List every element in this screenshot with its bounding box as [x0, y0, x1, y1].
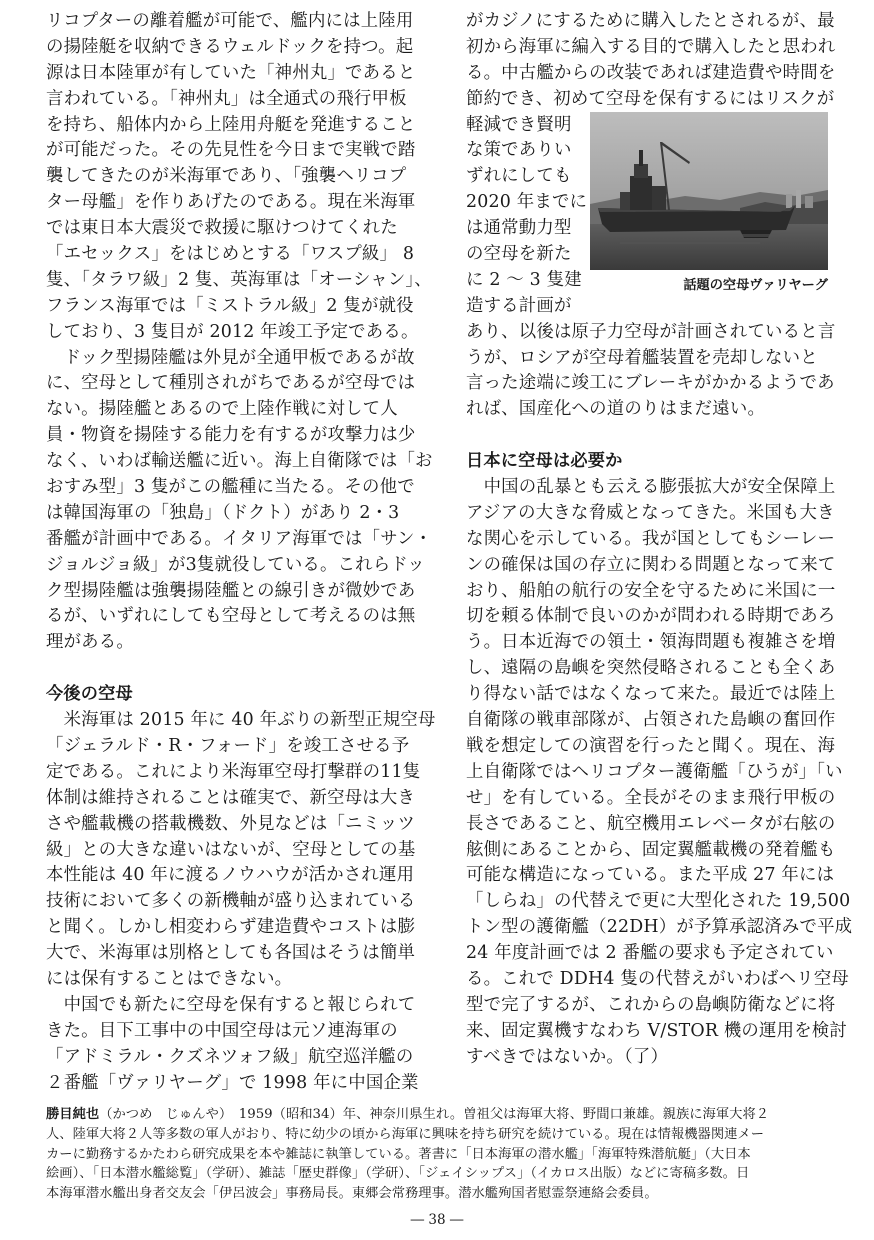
text-line: 隻、「タラワ級」2 隻、英海軍は「オーシャン」、 [46, 269, 432, 290]
text-line: ンの確保は国の存立に関わる問題となって来て [466, 554, 836, 575]
text-line: アジアの大きな脅威となってきた。米国も大き [466, 502, 835, 523]
text-line: 軽減でき賢明 [466, 114, 572, 135]
text-line: 源は日本陸軍が有していた「神州丸」であると [46, 62, 416, 83]
text-line: 番艦が計画中である。イタリア海軍では「サン・ [46, 528, 433, 549]
text-line: フランス海軍では「ミストラル級」2 隻が就役 [46, 295, 414, 316]
text-line: 理がある。 [46, 632, 134, 653]
text-line: は通常動力型 [466, 218, 572, 239]
bio-line: 本海軍潜水艦出身者交友会「伊呂波会」事務局長。東郷会常務理事。潜水艦殉国者慰霊祭連絡会委員。 [46, 1186, 658, 1202]
text-line: ジョルジョ級」が3隻就役している。これらドッ [46, 554, 425, 575]
photo-caption: 話題の空母ヴァリヤーグ [683, 278, 828, 293]
text-line: がカジノにするために購入したとされるが、最 [466, 11, 835, 31]
aircraft-carrier-photo [590, 112, 828, 270]
bio-text: （かつめ じゅんや） 1959（昭和34）年、神奈川県生れ。曽祖父は海軍大将、野間口兼雄。親族に海軍大将２ [99, 1107, 770, 1122]
text-line: る。中古艦からの改装であれば建造費や時間を [466, 62, 836, 83]
text-line: 「ジェラルド・R・フォード」を竣工させる予 [46, 735, 410, 756]
text-line: 中国の乱暴とも云える膨張拡大が安全保障上 [466, 477, 836, 498]
text-line: う。日本近海での領土・領海問題も複雑さを増 [466, 632, 836, 653]
text-line: 長さであること、航空機用エレベータが右舷の [466, 813, 836, 834]
text-line: 襲してきたのが米海軍であり、「強襲ヘリコプ [46, 166, 407, 187]
text-line: あり、以後は原子力空母が計画されていると言 [466, 321, 836, 342]
text-line: 自衛隊の戦車部隊が、占領された島嶼の奮回作 [466, 710, 836, 731]
text-line: 大で、米海軍は別格としても各国はそうは簡単 [46, 943, 416, 964]
text-line: 舷側にあることから、固定翼艦載機の発着艦も [466, 839, 836, 860]
text-line: 24 年度計画では 2 番艦の要求も予定されてい [466, 943, 834, 964]
text-line: ２番艦「ヴァリヤーグ」で 1998 年に中国企業 [46, 1072, 419, 1093]
text-line: おすみ型」3 隻がこの艦種に当たる。その他で [46, 477, 415, 498]
text-line: 言われている。「神州丸」は全通式の飛行甲板 [46, 88, 407, 109]
text-line: ドック型揚陸艦は外見が全通甲板であるが故 [46, 347, 415, 368]
text-line: ター母艦」を作りあげたのである。現在米海軍 [46, 192, 416, 213]
text-line: 型で完了するが、これからの島嶼防衛などに将 [466, 994, 836, 1015]
left-column [46, 9, 436, 1096]
author-name: 勝目純也 [46, 1107, 100, 1122]
left-block-1 [46, 9, 433, 656]
text-line: せ」を有している。全長がそのまま飛行甲板の [466, 787, 836, 808]
text-line: きた。目下工事中の中国空母は元ソ連海軍の [46, 1020, 398, 1041]
text-line: 可能な構造になっている。また平成 27 年には [466, 865, 835, 886]
text-line: 2020 年までに [466, 192, 588, 213]
right-block-2 [466, 475, 853, 1070]
text-line: しており、3 隻目が 2012 年竣工予定である。 [46, 321, 419, 342]
text-line: リコプターの離着艦が可能で、艦内には上陸用 [46, 11, 414, 31]
text-line: ク型揚陸艦は強襲揚陸艦との線引きが微妙であ [46, 580, 416, 601]
page-number: ― 38 ― [410, 1212, 464, 1228]
text-line: おり、船舶の航行の安全を守るために米国に一 [466, 580, 836, 601]
text-line: なく、いわば輸送艦に近い。海上自衛隊では「お [46, 451, 433, 472]
text-line: すべきではないか。（了） [466, 1046, 669, 1067]
text-line: し、遠隔の島嶼を突然侵略されることも全くあ [466, 658, 836, 679]
text-line: の空母を新た [466, 244, 572, 265]
text-line: 「しらね」の代替えで更に大型化された 19,500 [466, 891, 851, 912]
text-line: 本性能は 40 年に渡るノウハウが活かされ運用 [46, 865, 415, 886]
text-line: な策でありい [466, 140, 572, 161]
text-line: さや艦載機の搭載機数、外見などは「ニミッツ [46, 813, 416, 834]
text-line: 「エセックス」をはじめとする「ワスプ級」 8 [46, 244, 415, 265]
bio-line: 人、陸軍大将２人等多数の軍人がおり、特に幼少の頃から海軍に興味を持ち研究を続けている。現在は情報機器関連メー [46, 1126, 765, 1142]
text-line: うが、ロシアが空母着艦装置を売却しないと [466, 347, 818, 368]
bio-line [46, 1105, 830, 1125]
bio-line: 絵画）、「日本潜水艦総覧」（学研）、雑誌「歴史群像」（学研）、「ジェイシップス」（イカロス出版）などに寄稿多数。日 [46, 1166, 750, 1182]
text-line: るが、いずれにしても空母として考えるのは無 [46, 606, 416, 627]
author-bio [46, 1105, 830, 1204]
text-line: 節約でき、初めて空母を保有するにはリスクが [466, 88, 835, 109]
text-line: 体制は維持されることは確実で、新空母は大き [46, 787, 416, 808]
text-line: 戦を想定しての演習を行ったと聞く。現在、海 [466, 735, 836, 756]
text-line: 初から海軍に編入する目的で購入したと思われ [466, 36, 836, 57]
text-line: に 2 ～ 3 隻建 [466, 269, 582, 290]
text-line: り得ない話ではなくなって来た。最近では陸上 [466, 684, 836, 705]
text-line: には保有することはできない。 [46, 968, 293, 989]
text-line: 員・物資を揚陸する能力を有するが攻撃力は少 [46, 425, 416, 446]
text-line: では東日本大震災で救援に駆けつけてくれた [46, 218, 398, 239]
text-line: を持ち、船体内から上陸用舟艇を発進すること [46, 114, 416, 135]
text-line: の揚陸艇を収納できるウェルドックを持つ。起 [46, 36, 414, 57]
text-line: れば、国産化への道のりはまだ遠い。 [466, 399, 766, 420]
text-line: が可能だった。その先見性を今日まで実戦で踏 [46, 140, 416, 161]
text-line: と聞く。しかし相変わらず建造費やコストは膨 [46, 917, 416, 938]
text-line: 「アドミラル・クズネツォフ級」航空巡洋艦の [46, 1046, 414, 1067]
text-line: 言った途端に竣工にブレーキがかかるようであ [466, 373, 835, 394]
text-line: 来、固定翼機すなわち V/STOR 機の運用を検討 [466, 1020, 847, 1041]
bio-line: カーに勤務するかたわら研究成果を本や雑誌に執筆している。著書に「日本海軍の潜水艦」「海軍特殊潜航艇」（大日本 [46, 1146, 751, 1162]
text-line: トン型の護衛艦（22DH）が予算承認済みで平成 [466, 917, 853, 938]
text-line: な関心を示している。我が国としてもシーレー [466, 528, 836, 549]
text-line: ずれにしても [466, 166, 572, 187]
text-line: 級」との大きな違いはないが、空母としての基 [46, 839, 416, 860]
left-block-2 [46, 708, 436, 1096]
text-line: に、空母として種別されがちであるが空母では [46, 373, 416, 394]
section-heading: 日本に空母は必要か [466, 451, 623, 472]
text-line: 技術において多くの新機軸が盛り込まれている [46, 891, 416, 912]
text-line: は韓国海軍の「独島」（ドクト）があり 2・3 [46, 502, 400, 523]
text-line: 上自衛隊ではヘリコプター護衛艦「ひうが」「い [466, 761, 843, 782]
text-line: 米海軍は 2015 年に 40 年ぶりの新型正規空母 [46, 710, 436, 731]
text-line: ない。揚陸艦とあるので上陸作戦に対して人 [46, 399, 398, 420]
text-line: 造する計画が [466, 295, 572, 316]
text-line: 切を頼る体制で良いのかが問われる時期であろ [466, 606, 836, 627]
text-line: 中国でも新たに空母を保有すると報じられて [46, 994, 416, 1015]
text-line: る。これで DDH4 隻の代替えがいわばヘリ空母 [466, 968, 850, 989]
section-heading: 今後の空母 [46, 684, 133, 705]
text-line: 定である。これにより米海軍空母打撃群の11隻 [46, 761, 421, 782]
